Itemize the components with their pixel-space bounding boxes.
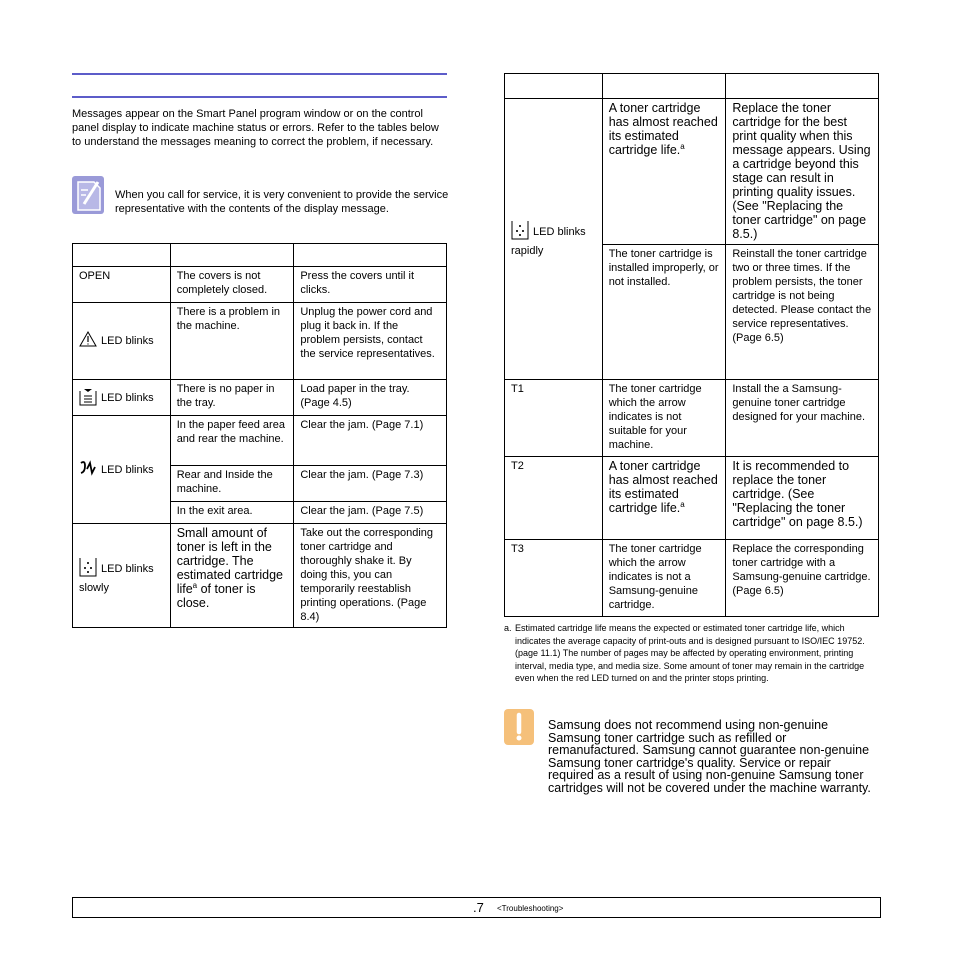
footnote-text: Estimated cartridge life means the expected or estimated toner cartridge life, which indicates the average capacity of print-outs and is designed pursuant to ISO/IEC 19752. (page 11.1) The number of pages may be affected by operating environment, printing interval, media type, and media size. Some amount of toner may remain in the cartridge even when the red LED turned on and the printer stops printing.: [515, 623, 865, 683]
solution-cell: Replace the corresponding toner cartridge with a Samsung-genuine cartridge. (Page 6.5): [726, 540, 879, 617]
solution-cell: Clear the jam. (Page 7.5): [294, 502, 447, 524]
meaning-cell: A toner cartridge has almost reached its estimated cartridge life.$^a$: [602, 99, 726, 245]
status-cell: T3: [505, 540, 603, 617]
status-cell: T2: [505, 457, 603, 540]
footnote-label: a.: [504, 623, 512, 633]
meaning-cell: There is a problem in the machine.: [170, 303, 294, 380]
solution-cell: Install the a Samsung-genuine toner cartridge designed for your machine.: [726, 380, 879, 457]
status-label-suffix: rapidly: [511, 245, 544, 257]
heading-rule-bottom: [72, 96, 447, 98]
status-label: LED blinks: [101, 463, 154, 476]
meaning-cell: In the paper feed area and rear the machine.: [170, 416, 294, 466]
meaning-cell: Small amount of toner is left in the cartridge. The estimated cartridge life$^a$ of toner is close.: [170, 524, 294, 628]
section-name: <Troubleshooting>: [497, 904, 564, 913]
meaning-cell: The toner cartridge which the arrow indicates is not suitable for your machine.: [602, 380, 726, 457]
status-cell: [73, 416, 171, 524]
solution-cell: Unplug the power cord and plug it back in. If the problem persists, contact the service representatives.: [294, 303, 447, 380]
solution-cell: It is recommended to replace the toner cartridge. (See "Replacing the toner cartridge" on page 8.5.): [726, 457, 879, 540]
table-header-row: [505, 74, 879, 99]
note-icon: [72, 176, 104, 214]
meaning-cell: A toner cartridge has almost reached its estimated cartridge life.$^a$: [602, 457, 726, 540]
toner-icon: [79, 557, 97, 581]
left-status-table: [72, 243, 447, 628]
meaning-cell: Rear and Inside the machine.: [170, 466, 294, 502]
status-label: LED blinks: [101, 562, 154, 575]
table-row: [73, 303, 447, 380]
intro-paragraph: Messages appear on the Smart Panel program window or on the control panel display to indicate machine status or errors. Refer to the tables below to understand the messages meaning to correct the problem, if necessary.: [72, 108, 439, 148]
footnote: [504, 622, 882, 685]
meaning-cell: There is no paper in the tray.: [170, 380, 294, 416]
page-footer: [72, 897, 881, 918]
table-row: [73, 416, 447, 466]
meaning-cell: In the exit area.: [170, 502, 294, 524]
status-label: LED blinks: [533, 225, 586, 238]
solution-cell: Replace the toner cartridge for the best print quality when this message appears. Using a cartridge beyond this stage can result in printing quality issues. (See "Replacing the toner cartridge" on page 8.5.): [726, 99, 879, 245]
solution-cell: Clear the jam. (Page 7.1): [294, 416, 447, 466]
solution-cell: Take out the corresponding toner cartridge and thoroughly shake it. By doing this, you can temporarily reestablish printing operations. (Page 8.4): [294, 524, 447, 628]
status-cell: [73, 380, 171, 416]
status-cell: OPEN: [73, 267, 171, 303]
table-row: [73, 380, 447, 416]
solution-cell: Load paper in the tray. (Page 4.5): [294, 380, 447, 416]
status-label: LED blinks: [101, 334, 154, 347]
table-row: [73, 524, 447, 628]
paper-tray-icon: [79, 386, 97, 410]
table-row: [73, 267, 447, 303]
paper-jam-icon: [79, 459, 97, 481]
toner-icon: [511, 220, 529, 244]
solution-cell: Reinstall the toner cartridge two or three times. If the problem persists, the toner cartridge is not being detected. Please contact the service representatives. (Page 6.5): [726, 245, 879, 380]
status-cell: [73, 524, 171, 628]
meaning-cell: The toner cartridge is installed improperly, or not installed.: [602, 245, 726, 380]
warning-triangle-icon: [79, 331, 97, 351]
table-row: [505, 457, 879, 540]
solution-cell: Clear the jam. (Page 7.3): [294, 466, 447, 502]
table-header-row: [73, 244, 447, 267]
note-text: When you call for service, it is very convenient to provide the service representative with the contents of the display message.: [115, 189, 449, 215]
table-row: [505, 380, 879, 457]
status-cell: [73, 303, 171, 380]
status-cell: T1: [505, 380, 603, 457]
status-cell: [505, 99, 603, 380]
status-label-suffix: slowly: [79, 581, 109, 594]
meaning-cell: The toner cartridge which the arrow indicates is not a Samsung-genuine cartridge.: [602, 540, 726, 617]
table-row: [505, 99, 879, 245]
table-row: [505, 540, 879, 617]
solution-cell: Press the covers until it clicks.: [294, 267, 447, 303]
page-number: .7: [473, 900, 484, 915]
status-label: LED blinks: [101, 391, 154, 404]
meaning-cell: The covers is not completely closed.: [170, 267, 294, 303]
caution-text: Samsung does not recommend using non-genuine Samsung toner cartridge such as refilled or remanufactured. Samsung cannot guarantee non-genuine Samsung toner cartridge's quality. Service or repair required as a result of using non-genuine Samsung toner cartridges will not be covered under the machine warranty.: [548, 718, 871, 795]
caution-icon: [504, 709, 534, 745]
right-status-table: [504, 73, 879, 617]
heading-rule-top: [72, 73, 447, 75]
